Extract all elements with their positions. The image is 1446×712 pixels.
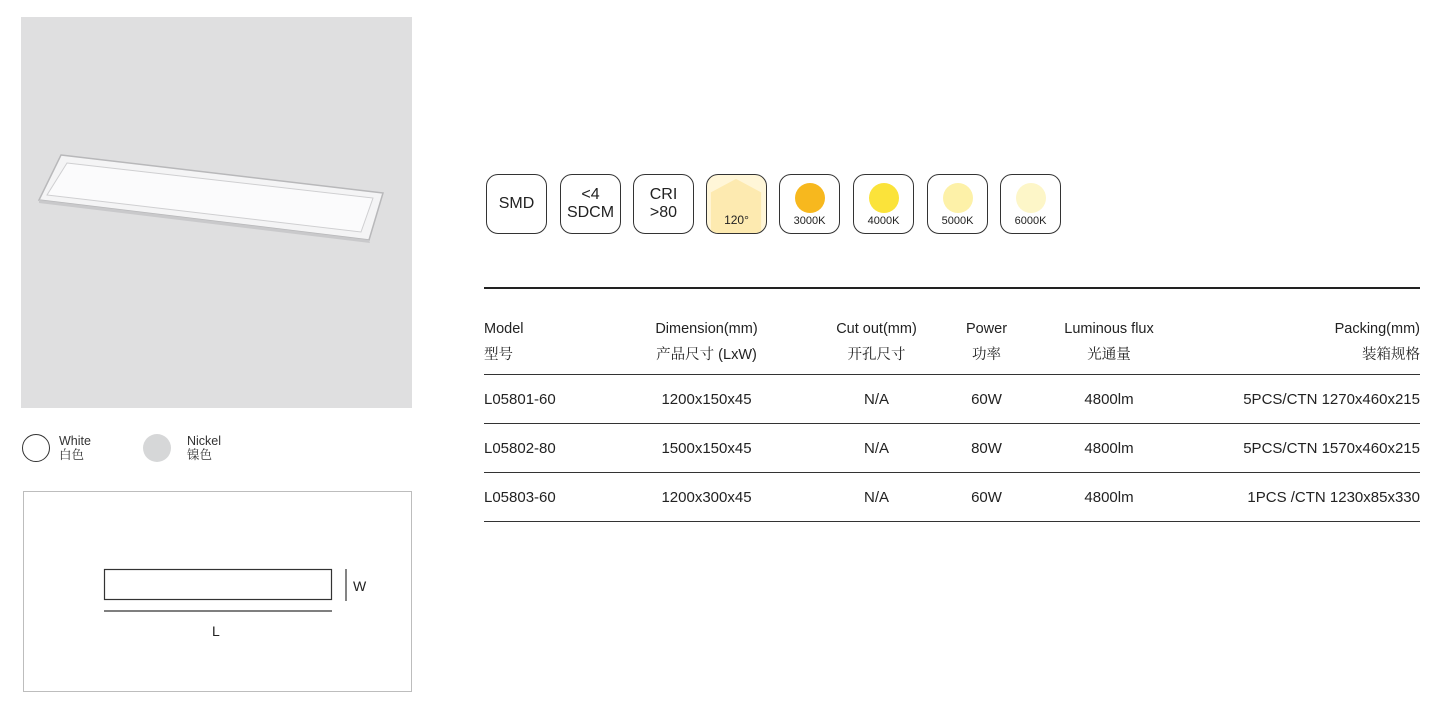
color-temp-3000k-icon — [779, 174, 840, 234]
color-dot-icon — [869, 183, 899, 213]
table-top-rule — [484, 287, 1420, 289]
beam-angle-icon — [706, 174, 767, 234]
badge-text: 4000K — [867, 215, 900, 227]
color-temp-6000k-icon — [1000, 174, 1061, 234]
smd-chip-icon — [486, 174, 547, 234]
header-model: Model 型号 — [484, 312, 604, 375]
cell-power: 60W — [944, 375, 1029, 424]
product-photo — [21, 17, 412, 408]
header-cutout: Cut out(mm) 开孔尺寸 — [809, 312, 944, 375]
width-label: W — [353, 578, 367, 594]
cell-power: 60W — [944, 473, 1029, 522]
badge-text: SDCM — [566, 204, 615, 221]
badge-text: SMD — [498, 195, 535, 212]
cell-model: L05802-80 — [484, 424, 604, 473]
table-row — [484, 424, 1420, 473]
header-packing: Packing(mm) 装箱规格 — [1189, 312, 1420, 375]
table-header-row — [484, 312, 1420, 375]
white-swatch-icon — [22, 434, 50, 462]
cell-packing: 1PCS /CTN 1230x85x330 — [1189, 473, 1420, 522]
color-temp-5000k-icon — [927, 174, 988, 234]
finish-name-cn: 白色 — [59, 448, 85, 462]
cell-packing: 5PCS/CTN 1570x460x215 — [1189, 424, 1420, 473]
cell-model: L05803-60 — [484, 473, 604, 522]
header-luminous-flux: Luminous flux 光通量 — [1029, 312, 1189, 375]
badge-text: 120° — [724, 213, 749, 227]
cell-luminous-flux: 4800lm — [1029, 375, 1189, 424]
cell-power: 80W — [944, 424, 1029, 473]
badge-text: 6000K — [1014, 215, 1047, 227]
finish-name-cn: 镍色 — [187, 448, 213, 462]
finish-name-en: White — [59, 434, 91, 448]
color-dot-icon — [1016, 183, 1046, 213]
dimension-diagram — [23, 491, 412, 692]
color-temp-4000k-icon — [853, 174, 914, 234]
cell-cutout: N/A — [809, 375, 944, 424]
header-power: Power 功率 — [944, 312, 1029, 375]
finish-name-en: Nickel — [187, 434, 222, 448]
badge-text: CRI — [649, 186, 678, 203]
color-dot-icon — [795, 183, 825, 213]
cell-cutout: N/A — [809, 424, 944, 473]
badge-text: 5000K — [941, 215, 974, 227]
finish-option-nickel — [143, 434, 221, 462]
cell-luminous-flux: 4800lm — [1029, 473, 1189, 522]
cell-packing: 5PCS/CTN 1270x460x215 — [1189, 375, 1420, 424]
cell-dimension: 1200x300x45 — [604, 473, 809, 522]
length-label: L — [212, 623, 220, 639]
cell-model: L05801-60 — [484, 375, 604, 424]
cri-icon — [633, 174, 694, 234]
led-panel-illustration — [21, 17, 412, 408]
sdcm-icon — [560, 174, 621, 234]
cell-dimension: 1200x150x45 — [604, 375, 809, 424]
cell-dimension: 1500x150x45 — [604, 424, 809, 473]
nickel-swatch-icon — [143, 434, 171, 462]
header-dimension: Dimension(mm) 产品尺寸 (LxW) — [604, 312, 809, 375]
table-row — [484, 375, 1420, 424]
cell-cutout: N/A — [809, 473, 944, 522]
table-row — [484, 473, 1420, 522]
cell-luminous-flux: 4800lm — [1029, 424, 1189, 473]
badge-text: <4 — [581, 186, 600, 203]
badge-text: 3000K — [793, 215, 826, 227]
spec-table — [484, 312, 1420, 522]
badge-text: >80 — [649, 204, 678, 221]
finish-option-white — [22, 434, 91, 462]
color-dot-icon — [943, 183, 973, 213]
